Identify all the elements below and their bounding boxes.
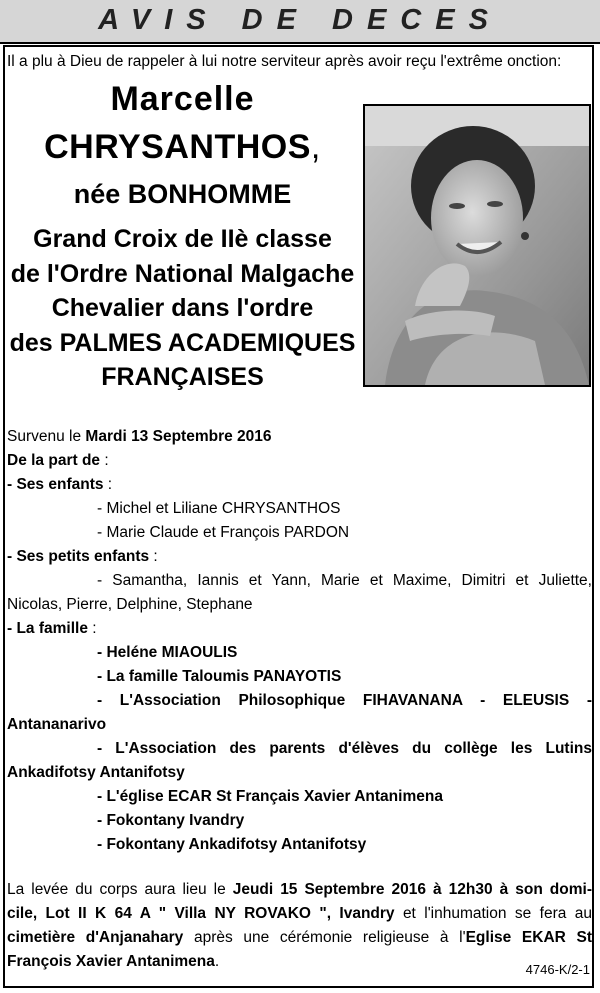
survenu-line xyxy=(7,425,592,449)
organization: - L'église ECAR St Français Xavier Antanimena xyxy=(97,788,443,805)
funeral-paragraph xyxy=(7,878,592,974)
colon: : xyxy=(103,476,113,493)
funeral-line xyxy=(7,902,592,926)
funeral-line xyxy=(7,950,592,974)
list-item: - Marie Claude et François PARDON xyxy=(97,524,350,541)
list-item: - L'Association des parents d'élèves du collège les Lutins xyxy=(97,740,592,757)
funeral-address: cile, Lot II K 64 A " Villa NY ROVAKO ", Ivandry xyxy=(7,905,395,922)
family-member: - Heléne MIAOULIS xyxy=(97,644,238,661)
grandchildren-label: - Ses petits enfants xyxy=(7,548,150,565)
intro-text: Il a plu à Dieu de rappeler à lui notre serviteur après avoir reçu l'extrême onction: xyxy=(7,53,562,70)
announcement-block xyxy=(7,425,592,857)
reference-code: 4746-K/2-1 xyxy=(525,962,590,977)
funeral-line xyxy=(7,878,592,902)
family-label: - La famille xyxy=(7,620,88,637)
name-comma: , xyxy=(310,128,321,166)
notice-title: AVIS DE DECES xyxy=(98,4,502,36)
church-name: Eglise EKAR St xyxy=(465,929,592,946)
deceased-last-name-line xyxy=(5,128,360,167)
family-member: - La famille Taloumis PANAYOTIS xyxy=(97,668,342,685)
death-date: Mardi 13 Septembre 2016 xyxy=(85,428,272,445)
funeral-line xyxy=(7,926,592,950)
funeral-text: La levée du corps aura lieu le xyxy=(7,881,233,898)
funeral-text: et l'inhumation se fera au xyxy=(394,905,592,922)
colon: : xyxy=(87,620,97,637)
family-heading xyxy=(7,617,592,641)
organization: - Fokontany Ankadifotsy Antanifotsy xyxy=(97,836,367,853)
church-name: François Xavier Antanimena xyxy=(7,953,215,970)
list-item-continuation: Ankadifotsy Antanifotsy xyxy=(7,764,185,781)
organization: - Fokontany Ivandry xyxy=(97,812,245,829)
header-banner xyxy=(0,0,600,44)
list-item: - L'Association Philosophique FIHAVANANA - ELEUSIS - xyxy=(97,692,592,709)
deceased-last-name: CHRYSANTHOS xyxy=(44,128,311,166)
distinction-line: Chevalier dans l'ordre xyxy=(51,294,314,322)
distinction-line: des PALMES ACADEMIQUES xyxy=(9,328,356,357)
list-item xyxy=(7,665,592,689)
list-item xyxy=(7,641,592,665)
deceased-first-name: Marcelle xyxy=(110,80,255,118)
children-label: - Ses enfants xyxy=(7,476,104,493)
list-item xyxy=(7,833,592,857)
list-item xyxy=(7,785,592,809)
part-line xyxy=(7,449,592,473)
maiden-name: née BONHOMME xyxy=(73,179,292,209)
distinction-line: FRANÇAISES xyxy=(101,363,264,391)
colon: : xyxy=(149,548,158,565)
funeral-text: après une cérémonie religieuse à l' xyxy=(183,929,466,946)
portrait-photo xyxy=(363,104,591,387)
list-item xyxy=(7,809,592,833)
distinctions xyxy=(5,222,360,395)
survenu-label: Survenu le xyxy=(7,428,86,445)
funeral-date: Jeudi 15 Septembre 2016 à 12h30 à son domi- xyxy=(232,881,592,898)
part-label: De la part de xyxy=(7,452,101,469)
cemetery-name: cimetière d'Anjanahary xyxy=(7,929,184,946)
list-item-continuation: Nicolas, Pierre, Delphine, Stephane xyxy=(7,596,253,613)
colon: : xyxy=(100,452,109,469)
list-item-continuation: Antananarivo xyxy=(7,716,107,733)
children-heading xyxy=(7,473,592,497)
list-item: - Michel et Liliane CHRYSANTHOS xyxy=(97,500,341,517)
list-item: - Samantha, Iannis et Yann, Marie et Maxime, Dimitri et Juliette, xyxy=(97,572,592,589)
distinction-line: de l'Ordre National Malgache xyxy=(10,259,355,288)
period: . xyxy=(214,953,220,970)
distinction-line: Grand Croix de IIè classe xyxy=(33,225,332,253)
grandchildren-heading xyxy=(7,545,592,569)
